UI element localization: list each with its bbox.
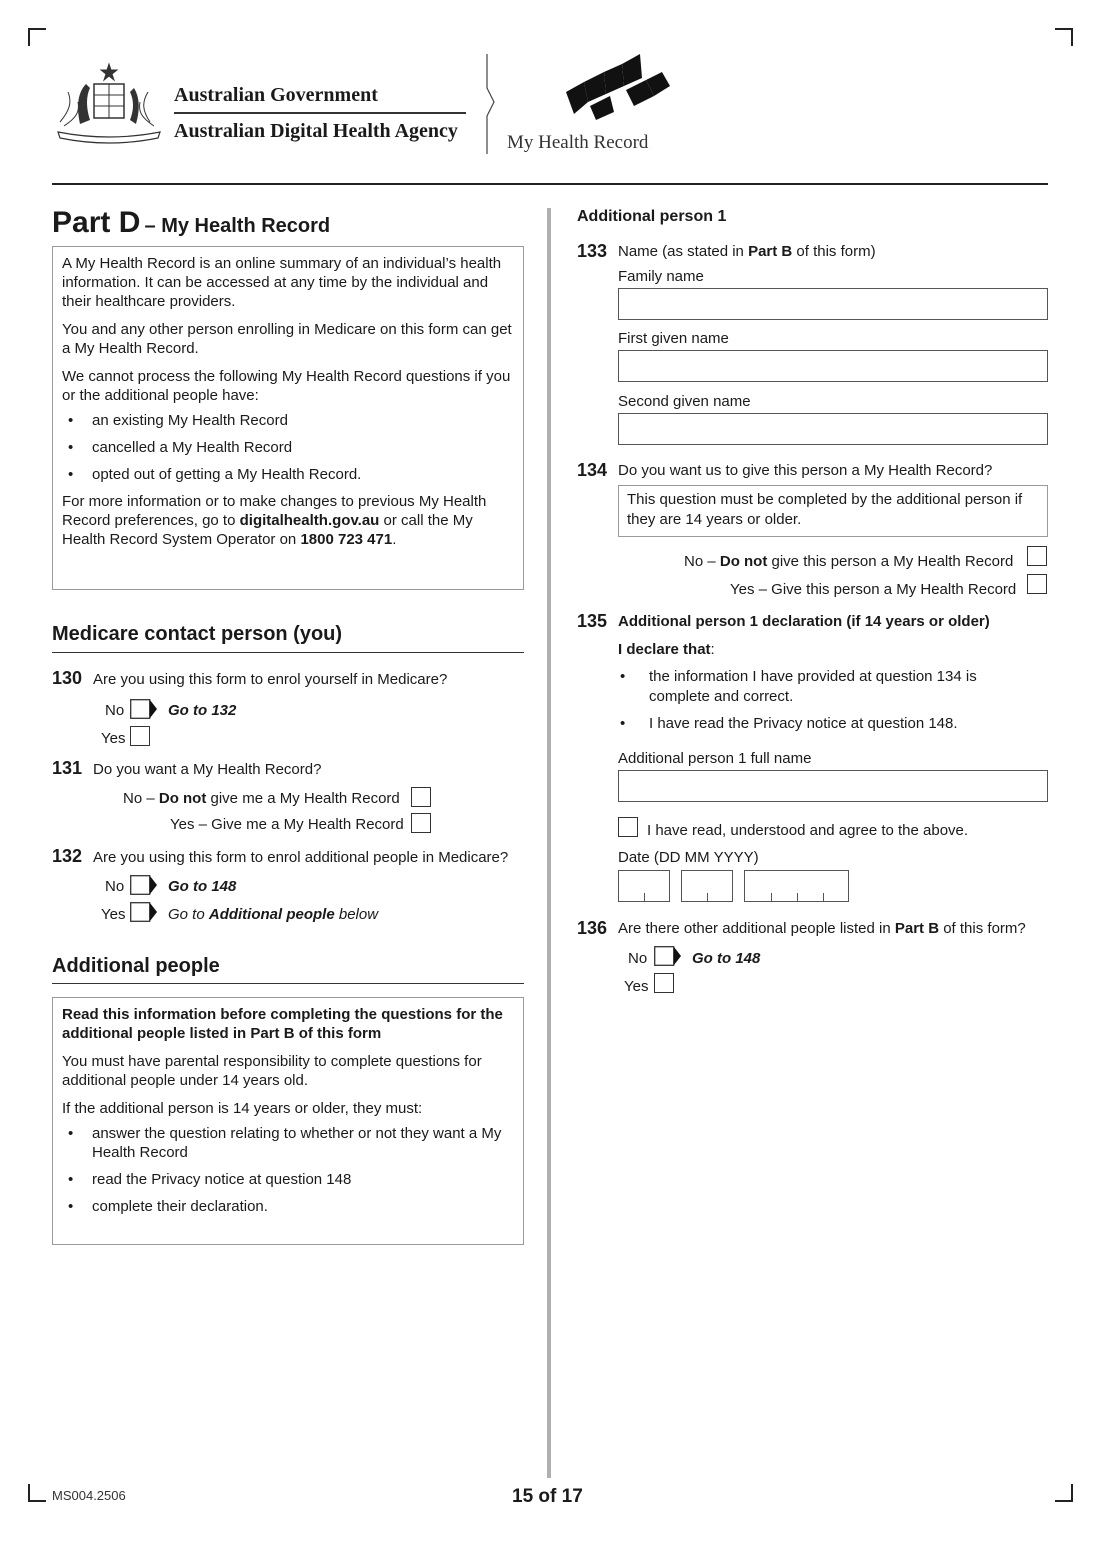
q133-text-part: of this form) (792, 243, 876, 260)
q130-goto: Go to 132 (168, 702, 237, 719)
intro-paragraph-2: You and any other person enrolling in Medicare on this form can get a My Health Record. (62, 321, 512, 357)
additional-people-bullet-list (62, 1124, 514, 1216)
crop-mark-top-left (28, 28, 46, 46)
q136-yes-label: Yes (624, 978, 649, 995)
part-subtitle: – My Health Record (144, 215, 331, 237)
q136-no-label: No (628, 950, 648, 967)
second-given-name-label: Second given name (618, 393, 751, 410)
additional-people-paragraph-1: You must have parental responsibility to complete questions for additional people under 14 years old. (62, 1053, 482, 1089)
intro-bullet: • an existing My Health Record (62, 411, 514, 430)
q135-number: 135 (577, 611, 608, 631)
q136-text-part: Are there other additional people listed in (618, 920, 895, 937)
agree-label: I have read, understood and agree to the above. (647, 822, 969, 839)
date-month-field[interactable] (681, 870, 733, 902)
crop-mark-top-right (1055, 28, 1073, 46)
q132-no-goto: Go to 148 (168, 878, 237, 895)
q134-note-box: This question must be completed by the additional person if they are 14 years or older. (618, 485, 1048, 537)
q133-part-b: Part B (748, 243, 793, 260)
header-chevron-divider (482, 54, 496, 154)
q134-number: 134 (577, 460, 608, 480)
q136-text (618, 920, 1026, 937)
q131-yes-checkbox[interactable] (411, 813, 431, 833)
q134-yes-label: Yes – Give this person a My Health Record (730, 581, 1017, 598)
medicare-contact-heading: Medicare contact person (you) (52, 623, 343, 645)
date-tick (707, 893, 708, 901)
q135-declare-text: I declare that (618, 641, 711, 658)
intro-bullet: • cancelled a My Health Record (62, 438, 514, 457)
page-number: 15 of 17 (512, 1486, 583, 1507)
q130-yes-checkbox[interactable] (130, 726, 150, 746)
q134-no-text: give this person a My Health Record (767, 553, 1014, 570)
q130-no-label: No (105, 702, 125, 719)
q131-no-text: No – (123, 790, 159, 807)
digitalhealth-link[interactable]: digitalhealth.gov.au (239, 512, 380, 529)
bullet-dot: • (620, 715, 626, 732)
crop-mark-bottom-left (28, 1484, 46, 1502)
intro-p4-text: or call the My Health Record System Operator on (62, 512, 473, 548)
family-name-label: Family name (618, 268, 704, 285)
q135-declare (618, 641, 715, 658)
column-divider (547, 208, 551, 1478)
q131-do-not: Do not (158, 790, 207, 807)
bullet-dot: • (620, 668, 626, 685)
q134-text: Do you want us to give this person a My Health Record? (618, 462, 993, 479)
crop-mark-bottom-right (1055, 1484, 1073, 1502)
intro-p4-text: . (392, 531, 397, 548)
q132-no-label: No (105, 878, 125, 895)
q136-yes-checkbox[interactable] (654, 973, 674, 993)
q131-number: 131 (52, 758, 83, 778)
intro-p4-text: For more information or to make changes to previous My Health Record preferences, go to (62, 493, 487, 529)
q136-number: 136 (577, 918, 608, 938)
agree-checkbox[interactable] (618, 817, 638, 837)
q135-bullet (618, 667, 1048, 707)
additional-people-box-title: Read this information before completing the questions for the additional people listed in Part B of this form (62, 1006, 503, 1042)
q136-no-checkbox[interactable] (654, 946, 682, 966)
my-health-record-logo-icon (562, 52, 674, 122)
header-rule (52, 183, 1048, 185)
q133-text (618, 243, 876, 260)
q134-no-checkbox[interactable] (1027, 546, 1047, 566)
additional-person-1-heading: Additional person 1 (577, 208, 727, 225)
q132-goto-text: below (334, 906, 379, 923)
q132-yes-label: Yes (101, 906, 126, 923)
q132-number: 132 (52, 846, 83, 866)
q132-yes-checkbox[interactable] (130, 902, 158, 922)
intro-paragraph-3: We cannot process the following My Health Record questions if you or the additional people have: (62, 368, 511, 404)
q135-text: Additional person 1 declaration (if 14 years or older) (618, 613, 990, 630)
coat-of-arms-icon (50, 62, 168, 148)
q131-yes-label: Yes – Give me a My Health Record (170, 816, 404, 833)
q130-yes-label: Yes (101, 730, 126, 747)
page-title (52, 206, 330, 240)
q135-bullet-list (618, 667, 1048, 734)
intro-info-box (52, 246, 524, 590)
date-label: Date (DD MM YYYY) (618, 849, 759, 866)
q136-part-b: Part B (894, 920, 940, 937)
full-name-field[interactable] (618, 770, 1048, 802)
form-code: MS004.2506 (52, 1488, 126, 1503)
q130-text: Are you using this form to enrol yourself in Medicare? (93, 671, 448, 688)
first-given-name-label: First given name (618, 330, 729, 347)
date-day-field[interactable] (618, 870, 670, 902)
additional-people-paragraph-2: If the additional person is 14 years or older, they must: (62, 1100, 423, 1117)
part-title: Part D (52, 206, 141, 239)
my-health-record-logo-text: My Health Record (507, 132, 649, 153)
q132-yes-goto (168, 906, 378, 923)
q132-text: Are you using this form to enrol additional people in Medicare? (93, 849, 509, 866)
additional-people-rule (52, 983, 524, 984)
q135-bullet-text: I have read the Privacy notice at question 148. (649, 715, 958, 732)
additional-people-bullet: • read the Privacy notice at question 148 (62, 1170, 514, 1189)
q135-bullet-text: the information I have provided at question 134 is complete and correct. (649, 668, 977, 705)
first-given-name-field[interactable] (618, 350, 1048, 382)
q132-no-checkbox[interactable] (130, 875, 158, 895)
q134-no-label (684, 553, 1013, 570)
intro-paragraph-4 (62, 492, 514, 549)
q134-do-not: Do not (719, 553, 768, 570)
q130-number: 130 (52, 668, 83, 688)
q130-no-checkbox[interactable] (130, 699, 158, 719)
date-tick (644, 893, 645, 901)
q136-goto: Go to 148 (692, 950, 761, 967)
additional-people-bullet: • complete their declaration. (62, 1197, 514, 1216)
date-tick (797, 893, 798, 901)
intro-bullet-list (62, 411, 514, 484)
gov-line-1: Australian Government (174, 84, 378, 106)
q132-goto-text: Go to (168, 906, 209, 923)
full-name-label: Additional person 1 full name (618, 750, 812, 767)
q134-no-text: No – (684, 553, 720, 570)
date-tick (771, 893, 772, 901)
q131-no-text: give me a My Health Record (206, 790, 400, 807)
q131-no-label (123, 790, 400, 807)
gov-line-2: Australian Digital Health Agency (174, 120, 458, 142)
q131-no-checkbox[interactable] (411, 787, 431, 807)
phone-number: 1800 723 471 (300, 531, 393, 548)
q133-text-part: Name (as stated in (618, 243, 749, 260)
gov-divider (174, 112, 466, 114)
q134-yes-checkbox[interactable] (1027, 574, 1047, 594)
q132-goto-target: Additional people (208, 906, 335, 923)
intro-bullet: • opted out of getting a My Health Record. (62, 465, 514, 484)
q133-number: 133 (577, 241, 608, 261)
q135-declare-colon: : (710, 641, 715, 658)
additional-people-heading: Additional people (52, 955, 220, 977)
additional-people-info-box (52, 997, 524, 1245)
intro-paragraph-1: A My Health Record is an online summary of an individual’s health information. It can be accessed at any time by the individual and their healthcare providers. (62, 255, 502, 310)
second-given-name-field[interactable] (618, 413, 1048, 445)
additional-people-bullet: • answer the question relating to whether or not they want a My Health Record (62, 1124, 514, 1162)
family-name-field[interactable] (618, 288, 1048, 320)
medicare-contact-rule (52, 652, 524, 653)
q131-text: Do you want a My Health Record? (93, 761, 322, 778)
q135-bullet (618, 714, 1048, 734)
date-tick (823, 893, 824, 901)
q136-text-part: of this form? (939, 920, 1026, 937)
date-year-field[interactable] (744, 870, 849, 902)
